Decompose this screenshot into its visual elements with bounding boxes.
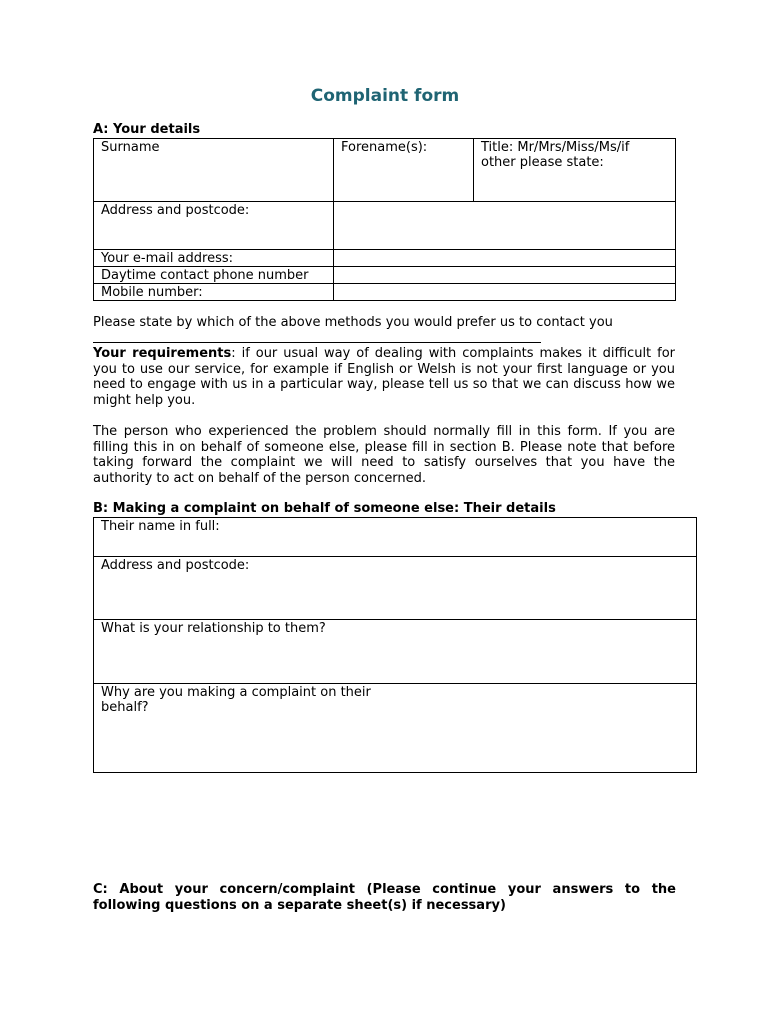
daytime-phone-field[interactable] <box>334 267 676 284</box>
forename-field[interactable] <box>334 139 474 202</box>
their-name-label: Their name in full: <box>101 519 220 534</box>
their-name-field[interactable] <box>94 518 697 557</box>
surname-label: Surname <box>101 140 160 155</box>
email-field[interactable] <box>334 250 676 267</box>
relationship-field[interactable] <box>94 620 697 684</box>
forename-label: Forename(s): <box>341 140 428 155</box>
their-details-table <box>93 517 697 773</box>
address-label: Address and postcode: <box>101 203 250 218</box>
requirements-lead: Your requirements <box>93 346 232 361</box>
requirements-paragraph <box>93 346 675 408</box>
their-address-field[interactable] <box>94 557 697 620</box>
daytime-phone-label-cell <box>94 267 334 284</box>
email-label-cell <box>94 250 334 267</box>
address-field[interactable] <box>334 202 676 250</box>
contact-preference-line[interactable] <box>93 342 541 343</box>
page-title: Complaint form <box>310 86 460 106</box>
title-label: Title: Mr/Mrs/Miss/Ms/if other please state: <box>481 140 630 170</box>
mobile-label: Mobile number: <box>101 285 203 300</box>
address-label-cell <box>94 202 334 250</box>
person-note-paragraph: The person who experienced the problem should normally fill in this form. If you are filling this in on behalf of someone else, please fill in section B. Please note that before taking forward the complaint we will need to satisfy ourselves that you have the authority to act on behalf of the person concerned. <box>93 424 675 486</box>
section-a-heading: A: Your details <box>93 122 201 137</box>
your-details-table <box>93 138 676 301</box>
title-field[interactable] <box>474 139 676 202</box>
daytime-phone-label: Daytime contact phone number <box>101 268 309 283</box>
their-address-label: Address and postcode: <box>101 558 250 573</box>
why-behalf-label: Why are you making a complaint on their behalf? <box>101 685 371 715</box>
mobile-label-cell <box>94 284 334 301</box>
email-label: Your e-mail address: <box>101 251 234 266</box>
surname-field[interactable] <box>94 139 334 202</box>
relationship-label: What is your relationship to them? <box>101 621 326 636</box>
mobile-field[interactable] <box>334 284 676 301</box>
requirements-text: : if our usual way of dealing with complaints makes it difficult for you to use our service, for example if English or Welsh is not your first language or you need to engage with us in a particular way, please tell us so that we can discuss how we might help you. <box>93 346 675 408</box>
section-b-heading: B: Making a complaint on behalf of someone else: Their details <box>93 501 556 516</box>
why-behalf-field[interactable] <box>94 684 697 773</box>
section-c-heading: C: About your concern/complaint (Please continue your answers to the following questions on a separate sheet(s) if necessary) <box>93 882 676 913</box>
contact-preference-text: Please state by which of the above methods you would prefer us to contact you <box>93 315 613 330</box>
